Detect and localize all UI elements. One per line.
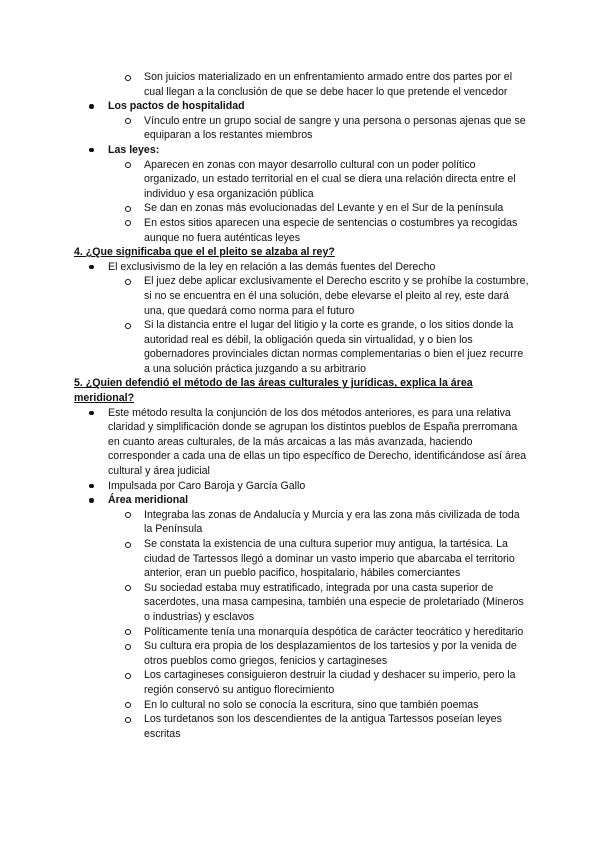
list-item-sub: Si la distancia entre el lugar del litigio y la corte es grande, o los sitios donde la autoridad real es débil, la obligación queda sin virtualidad, y o bien los gobernadores provinciales dictan normas complementarias o bien el juez recurre a una solución práctica juzgando a su arbitrario [74, 318, 530, 376]
list-item: Impulsada por Caro Baroja y García Gallo [74, 479, 530, 494]
list-item-heading: Los pactos de hospitalidad [74, 99, 530, 114]
list-item-sub: En estos sitios aparecen una especie de sentencias o costumbres ya recogidas aunque no fuera auténticas leyes [74, 216, 530, 245]
question-heading-4: 4. ¿Que significaba que el el pleito se alzaba al rey? [74, 246, 335, 259]
question-heading-5: 5. ¿Quien defendió el método de las áreas culturales y jurídicas, explica la área meridional? [74, 377, 473, 405]
list-item: Este método resulta la conjunción de los dos métodos anteriores, es para una relativa claridad y simplificación donde se agrupan los distintos pueblos de España prerromana en cuanto areas culturales, de la más arcaicas a las más avanzada, haciendo corresponder a cada una de ellas un tipo específico de Derecho, identificándose así área cultural y área judicial [74, 406, 530, 479]
list-item-sub: Son juicios materializado en un enfrentamiento armado entre dos partes por el cual llegan a la conclusión de que se debe hacer lo que pretende el vencedor [74, 70, 530, 99]
list-item-sub: Integraba las zonas de Andalucía y Murcia y era las zona más civilizada de toda la Península [74, 508, 530, 537]
list-item-heading: Área meridional [74, 493, 530, 508]
list-item-sub: El juez debe aplicar exclusivamente el Derecho escrito y se prohíbe la costumbre, si no se encuentra en él una solución, debe elevarse el pleito al rey, este dará una, que quedará como norma para el futuro [74, 274, 530, 318]
list-item-sub: Se constata la existencia de una cultura superior muy antigua, la tartésica. La ciudad de Tartessos llegó a dominar un vasto imperio que abarcaba el territorio anterior, eran un pueblo pacifico, hospitalario, hábiles comerciantes [74, 537, 530, 581]
list-item-sub: Su sociedad estaba muy estratificado, integrada por una casta superior de sacerdotes, una masa campesina, también una especie de proletariado (Mineros o industrias) y esclavos [74, 581, 530, 625]
list-item-heading: Las leyes: [74, 143, 530, 158]
list-item-sub: Se dan en zonas más evolucionadas del Levante y en el Sur de la península [74, 201, 530, 216]
list-item-sub: Vínculo entre un grupo social de sangre y una persona o personas ajenas que se equiparan a los restantes miembros [74, 114, 530, 143]
list-item-sub: Su cultura era propia de los desplazamientos de los tartesios y por la venida de otros pueblos como griegos, fenicios y cartagineses [74, 639, 530, 668]
list-item-sub: Los turdetanos son los descendientes de la antigua Tartessos poseían leyes escritas [74, 712, 530, 741]
list-item-sub: Políticamente tenía una monarquía despótica de carácter teocrático y hereditario [74, 625, 530, 640]
list-item: El exclusivismo de la ley en relación a las demás fuentes del Derecho [74, 260, 530, 275]
list-item-sub: Los cartagineses consiguieron destruir la ciudad y deshacer su imperio, pero la región conservó su antiguo florecimiento [74, 668, 530, 697]
list-item-sub: En lo cultural no solo se conocía la escritura, sino que también poemas [74, 698, 530, 713]
document-content [74, 70, 530, 741]
list-item-sub: Aparecen en zonas con mayor desarrollo cultural con un poder político organizado, un estado territorial en el cual se diera una relación directa entre el individuo y esa organización pública [74, 158, 530, 202]
